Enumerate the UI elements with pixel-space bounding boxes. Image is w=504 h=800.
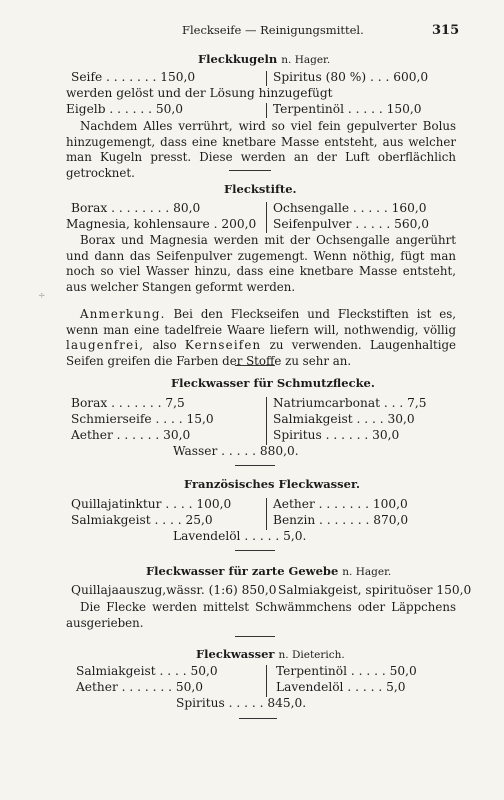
section-paragraph: [66, 600, 456, 631]
section-paragraph: [66, 233, 456, 295]
column-divider: [266, 498, 267, 530]
section-rule: [235, 636, 275, 637]
heading-text: Fleckwasser: [196, 647, 275, 661]
column-divider: [266, 202, 267, 233]
note-text: Bei den Fleckseifen und Fleckstiften ist es, wenn man eine tadelfreie Waare liefern will, nothwendig, völlig: [66, 307, 457, 337]
column-divider: [266, 665, 267, 697]
recipe-item: Terpentinöl . . . . . 150,0: [273, 102, 422, 116]
recipe-item: Lavendelöl . . . . . 5,0.: [173, 529, 307, 543]
recipe-item: Eigelb . . . . . . 50,0: [66, 102, 184, 116]
section-heading-franzoesisch: Französisches Fleckwasser.: [184, 477, 360, 491]
recipe-item: Spiritus . . . . . 845,0.: [176, 696, 307, 710]
recipe-item: Seifenpulver . . . . . 560,0: [273, 217, 430, 231]
recipe-item: Schmierseife . . . . 15,0: [71, 412, 214, 426]
heading-note: n. Hager.: [281, 54, 331, 66]
section-heading-fleckkugeln: [198, 52, 330, 66]
page-number: 315: [432, 23, 460, 38]
section-rule: [235, 465, 275, 466]
recipe-item: Borax . . . . . . . . 80,0: [71, 201, 201, 215]
recipe-line: werden gelöst und der Lösung hinzugefügt: [66, 86, 333, 100]
note-text: zu verwenden. Laugenhaltige Seifen greifen die Farben der Stoffe zu sehr an.: [66, 338, 457, 368]
section-paragraph: [66, 119, 456, 181]
recipe-item: Salmiakgeist . . . . 30,0: [273, 412, 415, 426]
heading-text: Fleckkugeln: [198, 52, 278, 66]
recipe-item: Wasser . . . . . 880,0.: [173, 444, 299, 458]
note-emphasis: laugenfrei,: [66, 338, 145, 352]
recipe-item: Lavendelöl . . . . . 5,0: [276, 680, 406, 694]
section-heading-zarte-gewebe: [146, 564, 391, 578]
note-paragraph: [66, 307, 456, 369]
recipe-item: Salmiakgeist . . . . 25,0: [71, 513, 213, 527]
recipe-item: Salmiakgeist . . . . 50,0: [76, 664, 218, 678]
recipe-item: Seife . . . . . . . 150,0: [71, 70, 196, 84]
library-mark: ÷: [38, 291, 46, 301]
column-divider: [266, 71, 267, 86]
recipe-item: Quillajaauszug,wässr. (1:6) 850,0: [71, 583, 277, 597]
recipe-item: Terpentinöl . . . . . 50,0: [276, 664, 417, 678]
recipe-item: Ochsengalle . . . . . 160,0: [273, 201, 427, 215]
recipe-item: Borax . . . . . . . 7,5: [71, 396, 185, 410]
note-emphasis: Kernseifen: [184, 338, 262, 352]
paragraph-text: Borax und Magnesia werden mit der Ochsengalle angerührt und dann das Seifenpulver zugemengt. Wenn nöthig, fügt man noch so viel Wasser hinzu, dass eine knetbare Masse entsteht, aus welcher Stangen geformt werden.: [66, 233, 456, 294]
running-header: Fleckseife — Reinigungsmittel.: [182, 23, 364, 37]
section-heading-fleckstifte: Fleckstifte.: [224, 182, 297, 196]
heading-note: n. Hager.: [342, 566, 392, 578]
heading-note: n. Dieterich.: [278, 649, 345, 661]
recipe-item: Natriumcarbonat . . . 7,5: [273, 396, 427, 410]
note-text: also: [152, 338, 177, 352]
column-divider: [266, 103, 267, 118]
section-rule: [235, 365, 275, 366]
recipe-item: Aether . . . . . . . 100,0: [273, 497, 408, 511]
heading-text: Fleckwasser für zarte Gewebe: [146, 564, 339, 578]
recipe-item: Aether . . . . . . 30,0: [71, 428, 191, 442]
recipe-item: Quillajatinktur . . . . 100,0: [71, 497, 232, 511]
recipe-item: Salmiakgeist, spirituöser 150,0: [278, 583, 472, 597]
recipe-item: Aether . . . . . . . 50,0: [76, 680, 204, 694]
section-rule: [239, 718, 277, 719]
section-heading-schmutzflecke: Fleckwasser für Schmutzflecke.: [171, 376, 375, 390]
recipe-item: Spiritus (80 %) . . . 600,0: [273, 70, 429, 84]
note-label: Anmerkung.: [80, 307, 166, 321]
column-divider: [266, 397, 267, 445]
section-heading-dieterich: [196, 647, 345, 661]
recipe-item: Benzin . . . . . . . 870,0: [273, 513, 409, 527]
paragraph-text: Die Flecke werden mittelst Schwämmchens oder Läppchens ausgerieben.: [66, 600, 456, 630]
paragraph-text: Nachdem Alles verrührt, wird so viel fein gepulverter Bolus hinzugemengt, dass eine knetbare Masse entsteht, aus welcher man Kugeln presst. Diese werden an der Luft oberflächlich getrocknet.: [66, 119, 456, 180]
recipe-item: Magnesia, kohlensaure . 200,0: [66, 217, 257, 231]
section-rule: [235, 550, 275, 551]
recipe-item: Spiritus . . . . . . 30,0: [273, 428, 400, 442]
section-rule: [229, 170, 271, 171]
